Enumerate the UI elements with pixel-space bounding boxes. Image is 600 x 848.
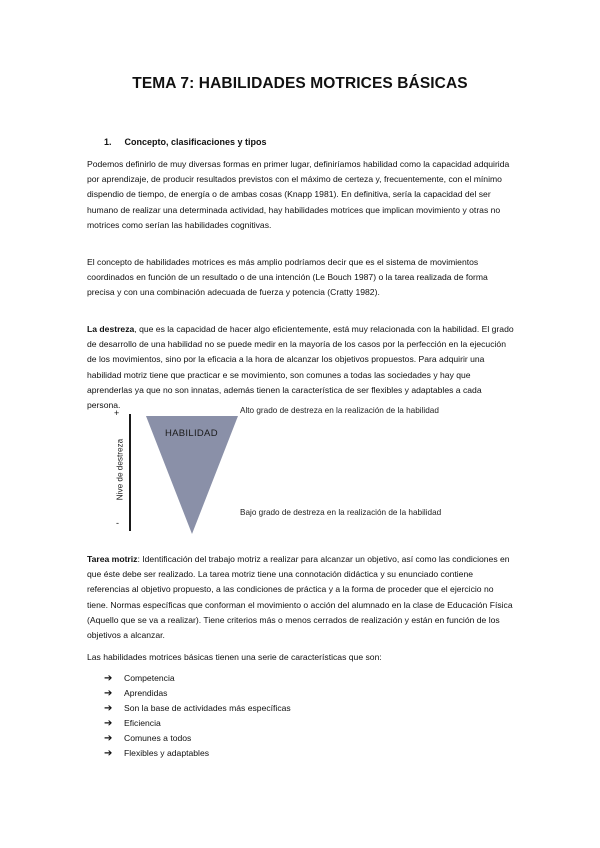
characteristics-list [104, 671, 291, 761]
section-heading [104, 137, 267, 147]
arrow-right-icon: ➔ [104, 688, 113, 699]
paragraph-caracteristicas-intro: Las habilidades motrices básicas tienen una serie de características que son: [87, 652, 382, 662]
list-item: ➔ Comunes a todos [104, 733, 192, 744]
list-item: ➔ Competencia [104, 673, 175, 684]
arrow-right-icon: ➔ [104, 718, 113, 729]
axis-label: Nive de destreza [115, 438, 125, 501]
list-item: ➔ Eficiencia [104, 718, 161, 729]
destreza-diagram [110, 406, 510, 535]
tarea-motriz-term: Tarea motriz [87, 554, 138, 564]
arrow-right-icon: ➔ [104, 703, 113, 714]
destreza-term: La destreza [87, 324, 135, 334]
paragraph-destreza [87, 322, 514, 413]
page-title: TEMA 7: HABILIDADES MOTRICES BÁSICAS [132, 75, 468, 92]
paragraph-tarea-motriz [87, 552, 514, 643]
arrow-right-icon: ➔ [104, 733, 113, 744]
arrow-right-icon: ➔ [104, 673, 113, 684]
axis-minus-sign: - [116, 518, 119, 528]
axis-plus-sign: + [114, 408, 120, 418]
section-heading-text: Concepto, clasificaciones y tipos [124, 137, 267, 147]
paragraph-habilidades-motrices: El concepto de habilidades motrices es más amplio podríamos decir que es el sistema de movimientos coordinados en función de un resultado o de una intención (Le Bouch 1987) o la tarea realizada de forma precisa y con una combinación adecuada de fuerza y potencia (Cratty 1982). [87, 257, 488, 298]
low-destreza-label: Bajo grado de destreza en la realización de la habilidad [240, 508, 442, 517]
axis-line [129, 414, 131, 531]
tarea-motriz-text: : Identificación del trabajo motriz a realizar para alcanzar un objetivo, así como las condiciones en que éste debe ser realizado. La tarea motriz tiene una connotación didáctica y su enunciado contiene referencias al objetivo propuesto, a las condiciones de práctica y a la forma de proceder que el ejercicio no tiene. Normas específicas que conforman el movimiento o acción del alumnado en la clase de Educación Física (Aquello que se va a realizar). Tiene criterios más o menos cerrados de realización y están en función de los objetivos a alcanzar. [87, 554, 513, 641]
section-number: 1. [104, 137, 112, 147]
high-destreza-label: Alto grado de destreza en la realización de la habilidad [240, 406, 439, 415]
list-item: ➔ Son la base de actividades más específicas [104, 703, 291, 714]
list-item: ➔ Aprendidas [104, 688, 168, 699]
list-item: ➔ Flexibles y adaptables [104, 748, 210, 759]
habilidad-label: HABILIDAD [165, 428, 218, 439]
arrow-right-icon: ➔ [104, 748, 113, 759]
paragraph-habilidad-definition: Podemos definirlo de muy diversas formas en primer lugar, definiríamos habilidad como la capacidad adquirida por aprendizaje, de producir resultados previstos con el máximo de certeza y, frecuentemente, con el mínimo dispendio de tiempo, de energía o de ambas cosas (Knapp 1981). En definitiva, sería la capacidad del ser humano de realizar una determinada actividad, hay habilidades motrices que implican movimiento y otras no motrices como serían las habilidades cognitivas. [87, 159, 510, 230]
destreza-text: , que es la capacidad de hacer algo eficientemente, está muy relacionada con la habilidad. El grado de desarrollo de una habilidad no se puede medir en la mayoría de los casos por la perfección en la ejecución de los movimientos, sino por la eficacia a la hora de alcanzar los objetivos propuestos. Para adquirir una habilidad motriz tiene que practicar e se movimiento, son comunes a todas las sociedades y hay que aprenderlas ya que no son innatas, además tienen la característica de ser flexibles y adaptables a cada persona. [87, 324, 514, 411]
